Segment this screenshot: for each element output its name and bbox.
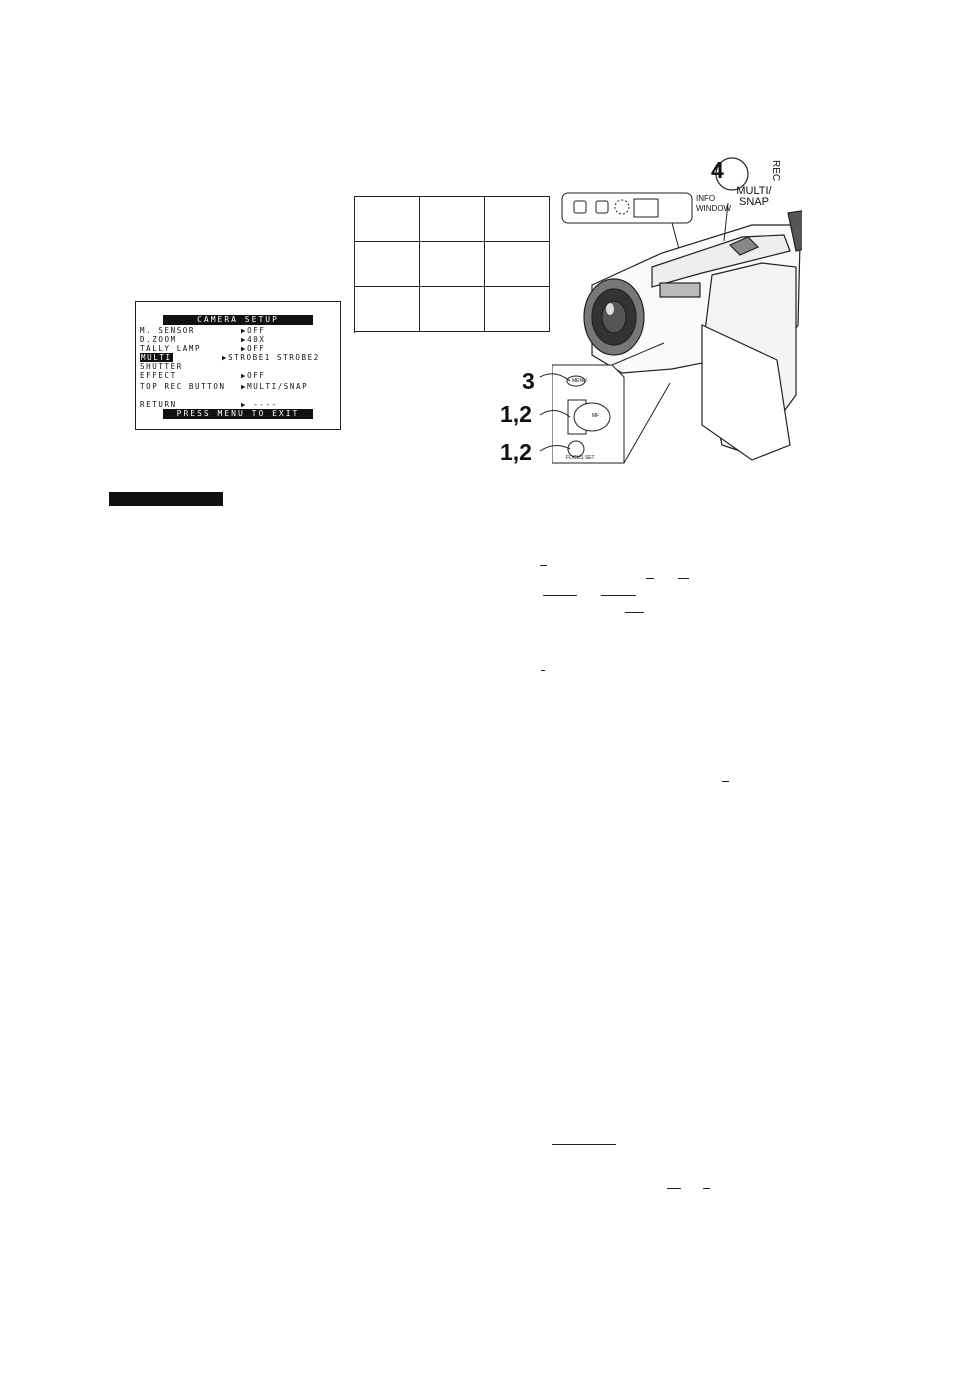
menu-row-d-zoom [140,335,340,344]
menu-row-value: ▶STROBE1 STROBE2 [222,353,320,362]
menu-row-label: RETURN [140,400,177,409]
menu-footer: PRESS MENU TO EXIT [163,409,313,419]
multi-snap-label [734,186,774,208]
grid-cell [485,242,550,287]
dash-mark [541,670,545,671]
grid-cell [420,242,485,287]
menu-row-return [140,400,340,409]
menu-row-value: ▶MULTI/SNAP [241,382,309,391]
section-heading-bar [109,492,223,506]
menu-row-multi [140,353,340,362]
dash-mark [667,1188,681,1189]
dash-mark [646,578,654,579]
step-3-label: 3 [522,368,535,394]
grid-cell [355,287,420,332]
menu-row-shutter [140,362,340,371]
grid-cell [420,197,485,242]
grid-cell [355,197,420,242]
menu-title: CAMERA SETUP [163,315,313,325]
menu-row-value: ▶ ---- [241,400,278,409]
rec-label: REC [770,160,781,182]
menu-row-label: EFFECT [140,371,177,380]
info-window-label [696,194,736,214]
grid-cell [420,287,485,332]
camera-setup-menu [135,301,341,430]
menu-row-label-selected: MULTI [141,353,172,362]
menu-row-top-rec-button [140,382,340,391]
step-4-label: 4 [711,157,724,183]
menu-row-effect [140,371,340,380]
menu-row-label: SHUTTER [140,362,183,371]
dash-mark [540,565,547,566]
grid-cell [355,242,420,287]
lens [584,279,644,355]
step-1-2-label: 1,2 [500,401,532,427]
dash-mark [625,612,644,613]
menu-row-value: ▶OFF [241,344,266,353]
menu-button-label: MENU [572,378,587,384]
menu-row-label: TOP REC BUTTON [140,382,226,391]
mf-label: MF [592,413,600,419]
info-window-line1: INFO [696,194,716,203]
info-window-line2: WINDOW [696,204,732,213]
dash-mark [601,595,636,596]
focus-set-label: FOCUS SET [566,455,595,461]
menu-row-tally-lamp [140,344,340,353]
grid-cell [485,287,550,332]
menu-row-value: ▶40X [241,335,266,344]
dash-mark [703,1188,710,1189]
grid-cell [485,197,550,242]
menu-row-label: M. SENSOR [140,326,196,335]
dash-mark [722,781,729,782]
menu-row-m-sensor [140,326,340,335]
multi-picture-grid [354,196,550,333]
menu-row-value: ▶OFF [241,326,266,335]
dash-mark [543,595,577,596]
multi-snap-line1: MULTI/ [736,185,772,197]
multi-snap-line2: SNAP [739,196,769,208]
step-1-2-label: 1,2 [500,439,532,465]
callout-leaders [530,365,590,465]
dash-mark [552,1144,616,1145]
menu-row-label: D.ZOOM [140,335,177,344]
menu-row-label: TALLY LAMP [140,344,202,353]
menu-row-value: ▶OFF [241,371,266,380]
dash-mark [678,578,689,579]
